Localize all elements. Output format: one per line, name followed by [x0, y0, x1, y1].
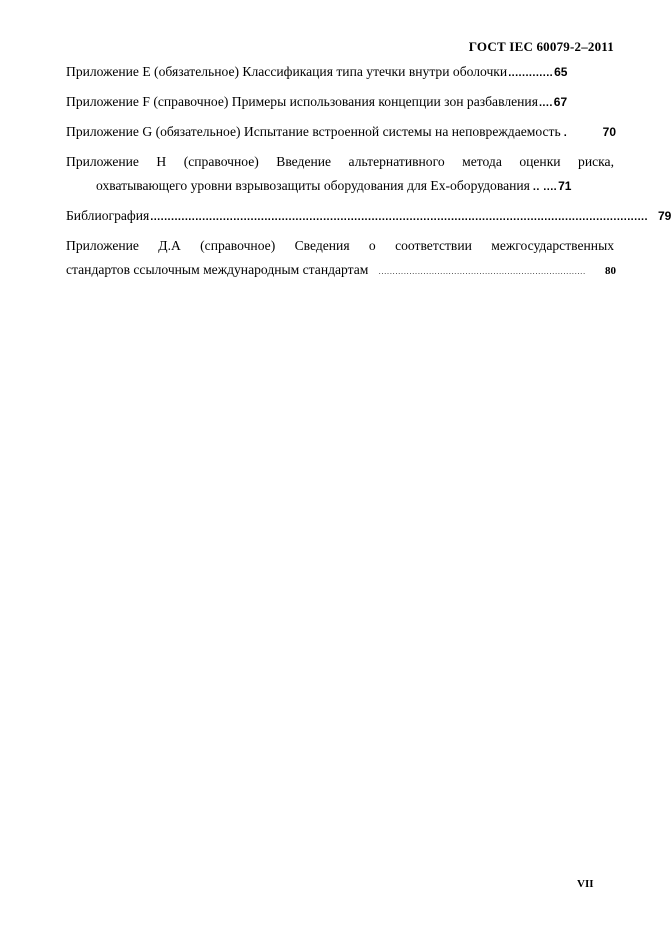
toc-page-number: 71 — [558, 179, 572, 193]
toc-page-number: 80 — [605, 265, 616, 277]
standard-header: ГОСТ IEC 60079-2–2011 — [468, 39, 614, 54]
toc-entry-title-line1: Приложение H (справочное) Введение альтернативного метода оценки риска, — [66, 154, 614, 169]
toc-entry-bibliography[interactable] — [66, 207, 671, 226]
table-of-contents — [66, 63, 671, 277]
toc-entry-annex-f[interactable] — [66, 93, 616, 112]
toc-leader-dots: ................................................................................................................................................ — [150, 211, 648, 223]
toc-entry-title-line1: Приложение Д.А (справочное) Сведения о соответствии межгосударственных — [66, 238, 614, 253]
toc-page-number: 70 — [602, 125, 616, 139]
toc-leader-dots: .... — [538, 97, 553, 109]
toc-entry-title: Приложение G (обязательное) Испытание встроенной системы на неповреждаемость — [66, 124, 561, 139]
toc-entry-annex-h[interactable] — [66, 153, 616, 196]
toc-leader-dots: .. .... — [532, 181, 558, 193]
toc-page-number: 79 — [657, 209, 671, 223]
toc-entry-title: Приложение E (обязательное) Классификация типа утечки внутри оболочки — [66, 64, 508, 79]
toc-page-number: 67 — [553, 95, 568, 109]
toc-leader-dots: .......................................................................... — [378, 266, 586, 276]
toc-entry-title: Библиография — [66, 208, 150, 223]
toc-entry-title-line2: охватывающего уровни взрывозащиты оборудования для Ех-оборудования — [96, 178, 530, 193]
toc-leader-dots: . — [563, 127, 568, 139]
toc-leader-dots: ............. — [508, 67, 554, 79]
toc-entry-title-line2: стандартов ссылочным международным стандартам — [66, 262, 369, 277]
page-number-footer: VII — [577, 878, 594, 890]
toc-page-number: 65 — [554, 65, 568, 79]
toc-entry-annex-e[interactable] — [66, 63, 616, 82]
toc-entry-title: Приложение F (справочное) Примеры использования концепции зон разбавления — [66, 94, 538, 109]
toc-entry-annex-da[interactable] — [66, 237, 616, 280]
toc-entry-annex-g[interactable] — [66, 123, 616, 142]
